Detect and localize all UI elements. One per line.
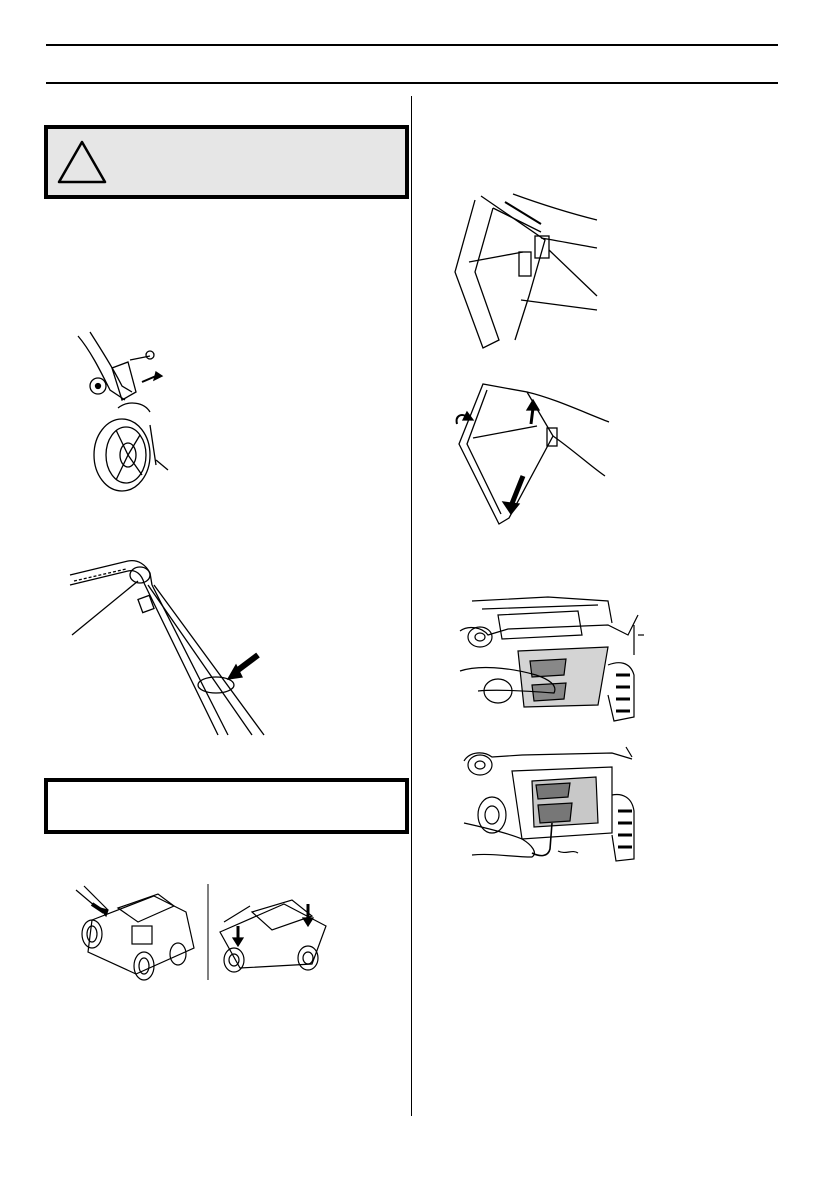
column-divider xyxy=(411,96,412,1116)
grass-bag-frame-figure xyxy=(445,192,605,352)
bag-insert-figure xyxy=(458,595,644,725)
header-rule-top xyxy=(46,44,778,46)
note-box xyxy=(44,778,409,834)
warning-box xyxy=(44,125,409,199)
grass-bag-clip-figure xyxy=(453,378,613,528)
warning-triangle-icon xyxy=(56,139,108,185)
bag-attached-figure xyxy=(462,745,642,870)
handle-bolt-figure xyxy=(70,330,190,500)
mower-height-adjust-figure xyxy=(74,882,336,982)
header-rule-bottom xyxy=(46,82,778,84)
cable-clip-figure xyxy=(68,545,268,745)
